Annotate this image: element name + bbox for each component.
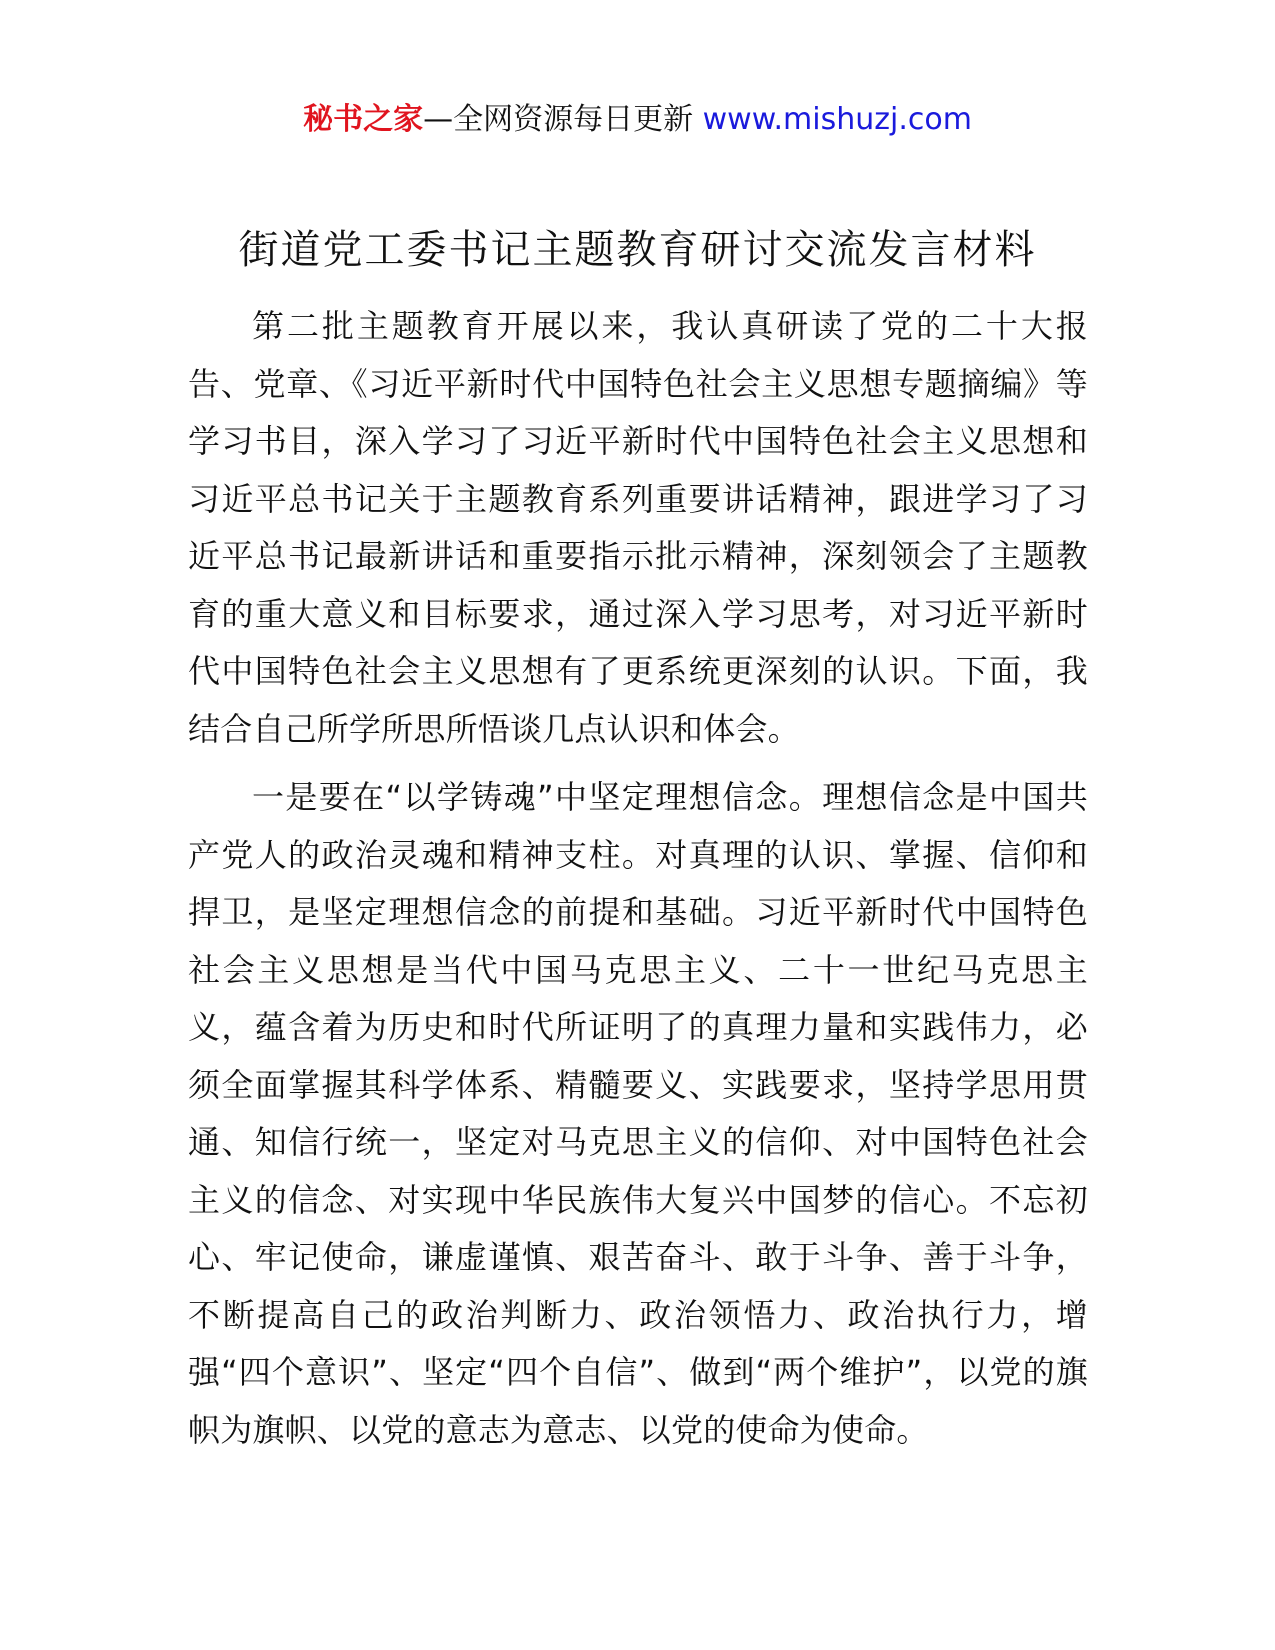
document-body xyxy=(188,298,1088,1459)
site-header xyxy=(0,100,1275,140)
document-title: 街道党工委书记主题教育研讨交流发言材料 xyxy=(238,227,1037,273)
site-url-link[interactable]: www.mishuzj.com xyxy=(702,102,972,137)
brand-name: 秘书之家 xyxy=(303,102,424,137)
header-slogan: —全网资源每日更新 xyxy=(423,102,694,137)
paragraph-intro: 第二批主题教育开展以来，我认真研读了党的二十大报告、党章、《习近平新时代中国特色社会主义思想专题摘编》等学习书目，深入学习了习近平新时代中国特色社会主义思想和习近平总书记关于主题教育系列重要讲话精神，跟进学习了习近平总书记最新讲话和重要指示批示精神，深刻领会了主题教育的重大意义和目标要求，通过深入学习思考，对习近平新时代中国特色社会主义思想有了更系统更深刻的认识。下面，我结合自己所学所思所悟谈几点认识和体会。 xyxy=(188,307,1088,748)
paragraph-point-one: 一是要在“以学铸魂”中坚定理想信念。理想信念是中国共产党人的政治灵魂和精神支柱。对真理的认识、掌握、信仰和捍卫，是坚定理想信念的前提和基础。习近平新时代中国特色社会主义思想是当代中国马克思主义、二十一世纪马克思主义，蕴含着为历史和时代所证明了的真理力量和实践伟力，必须全面掌握其科学体系、精髓要义、实践要求，坚持学思用贯通、知信行统一，坚定对马克思主义的信仰、对中国特色社会主义的信念、对实现中华民族伟大复兴中国梦的信心。不忘初心、牢记使命，谦虚谨慎、艰苦奋斗、敢于斗争、善于斗争，不断提高自己的政治判断力、政治领悟力、政治执行力，增强“四个意识”、坚定“四个自信”、做到“两个维护”，以党的旗帜为旗帜、以党的意志为意志、以党的使命为使命。 xyxy=(188,778,1088,1449)
